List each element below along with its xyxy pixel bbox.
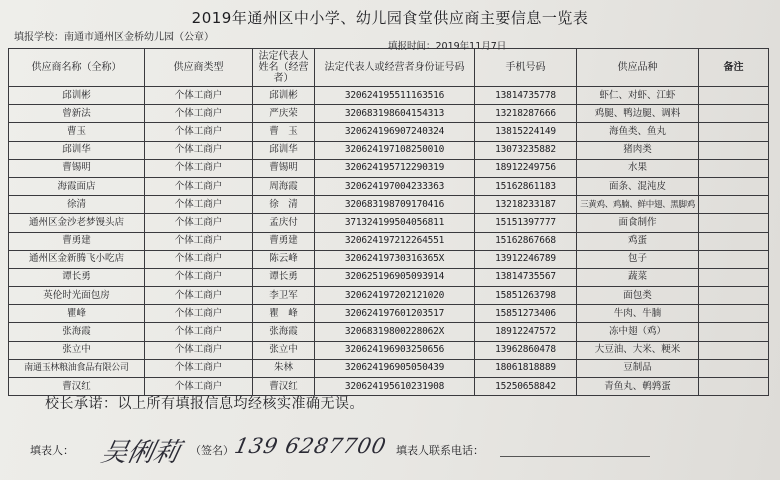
table-row bbox=[9, 323, 769, 341]
cell-supplier-name: 曹玉 bbox=[9, 123, 145, 141]
cell-supplier-name: 曹锡明 bbox=[9, 159, 145, 177]
cell-supplier-type: 个体工商户 bbox=[145, 287, 253, 305]
table-row bbox=[9, 214, 769, 232]
cell-legal-rep: 陈云峰 bbox=[253, 250, 315, 268]
cell-supplier-name: 邱训彬 bbox=[9, 87, 145, 105]
cell-supplier-name: 海霞面店 bbox=[9, 177, 145, 195]
cell-id-number: 320624197004233363 bbox=[315, 177, 475, 195]
cell-supply-items: 大豆油、大米、粳米 bbox=[577, 341, 699, 359]
cell-supplier-name: 曹勇建 bbox=[9, 232, 145, 250]
cell-supplier-name: 邱训华 bbox=[9, 141, 145, 159]
table-row bbox=[9, 87, 769, 105]
cell-id-number: 320625196905093914 bbox=[315, 268, 475, 286]
cell-supplier-type: 个体工商户 bbox=[145, 141, 253, 159]
header-legal-rep-text: 法定代表人姓名（经营者） bbox=[258, 51, 309, 84]
table-row bbox=[9, 141, 769, 159]
cell-remarks bbox=[699, 268, 769, 286]
cell-legal-rep: 孟庆付 bbox=[253, 214, 315, 232]
cell-remarks bbox=[699, 177, 769, 195]
cell-remarks bbox=[699, 378, 769, 396]
cell-id-number: 320683198709170416 bbox=[315, 196, 475, 214]
filler-footer bbox=[30, 430, 750, 470]
table-row bbox=[9, 359, 769, 377]
cell-id-number: 320624197601203517 bbox=[315, 305, 475, 323]
cell-phone: 15162867668 bbox=[475, 232, 577, 250]
table-row bbox=[9, 232, 769, 250]
cell-remarks bbox=[699, 359, 769, 377]
cell-legal-rep: 严庆荣 bbox=[253, 105, 315, 123]
cell-supply-items: 冻中翅（鸡） bbox=[577, 323, 699, 341]
cell-legal-rep: 张立中 bbox=[253, 341, 315, 359]
cell-id-number: 371324199504056811 bbox=[315, 214, 475, 232]
cell-id-number: 320624195610231908 bbox=[315, 378, 475, 396]
cell-supply-items: 海鱼类、鱼丸 bbox=[577, 123, 699, 141]
cell-supplier-name: 张海霞 bbox=[9, 323, 145, 341]
cell-id-number: 320624196905050439 bbox=[315, 359, 475, 377]
cell-phone: 15162861183 bbox=[475, 177, 577, 195]
cell-id-number: 32062419730316365X bbox=[315, 250, 475, 268]
cell-supplier-name: 曹汉红 bbox=[9, 378, 145, 396]
sign-label: （签名） bbox=[190, 444, 234, 457]
cell-remarks bbox=[699, 105, 769, 123]
cell-phone: 18061818889 bbox=[475, 359, 577, 377]
cell-supply-items: 蔬菜 bbox=[577, 268, 699, 286]
cell-supplier-type: 个体工商户 bbox=[145, 159, 253, 177]
cell-id-number: 320624197108250010 bbox=[315, 141, 475, 159]
date-label: 填报时间：2019年11月7日 bbox=[388, 41, 507, 52]
cell-legal-rep: 曹锡明 bbox=[253, 159, 315, 177]
table-row bbox=[9, 123, 769, 141]
table-row bbox=[9, 250, 769, 268]
cell-supply-items: 猪肉类 bbox=[577, 141, 699, 159]
cell-legal-rep: 周海霞 bbox=[253, 177, 315, 195]
cell-phone: 13912246789 bbox=[475, 250, 577, 268]
table-row bbox=[9, 341, 769, 359]
cell-supply-items: 三黄鸡、鸡腩、鲜中翅、黑脚鸡 bbox=[577, 196, 699, 214]
cell-supply-items: 豆制品 bbox=[577, 359, 699, 377]
header-phone: 手机号码 bbox=[475, 49, 577, 87]
cell-remarks bbox=[699, 305, 769, 323]
cell-supplier-name: 瞿峰 bbox=[9, 305, 145, 323]
table-row bbox=[9, 196, 769, 214]
cell-legal-rep: 曹汉红 bbox=[253, 378, 315, 396]
cell-remarks bbox=[699, 87, 769, 105]
supplier-table bbox=[8, 48, 769, 396]
table-row bbox=[9, 305, 769, 323]
cell-supply-items: 鸡腿、鸭边腿、调料 bbox=[577, 105, 699, 123]
cell-phone: 15851263798 bbox=[475, 287, 577, 305]
cell-remarks bbox=[699, 196, 769, 214]
cell-remarks bbox=[699, 141, 769, 159]
cell-remarks bbox=[699, 250, 769, 268]
cell-phone: 13218233187 bbox=[475, 196, 577, 214]
cell-remarks bbox=[699, 323, 769, 341]
cell-remarks bbox=[699, 341, 769, 359]
cell-id-number: 320624197212264551 bbox=[315, 232, 475, 250]
table-row bbox=[9, 159, 769, 177]
cell-legal-rep: 李卫军 bbox=[253, 287, 315, 305]
cell-supply-items: 青鱼丸、鹌鹑蛋 bbox=[577, 378, 699, 396]
cell-legal-rep: 朱林 bbox=[253, 359, 315, 377]
cell-supplier-type: 个体工商户 bbox=[145, 123, 253, 141]
table-row bbox=[9, 177, 769, 195]
cell-legal-rep: 徐 清 bbox=[253, 196, 315, 214]
cell-supplier-type: 个体工商户 bbox=[145, 323, 253, 341]
cell-supplier-name: 通州区金新腾飞小吃店 bbox=[9, 250, 145, 268]
cell-supplier-type: 个体工商户 bbox=[145, 359, 253, 377]
cell-supply-items: 面包类 bbox=[577, 287, 699, 305]
cell-remarks bbox=[699, 159, 769, 177]
cell-legal-rep: 邱训华 bbox=[253, 141, 315, 159]
cell-remarks bbox=[699, 287, 769, 305]
cell-id-number: 320624196907240324 bbox=[315, 123, 475, 141]
cell-legal-rep: 曹勇建 bbox=[253, 232, 315, 250]
cell-phone: 13815224149 bbox=[475, 123, 577, 141]
cell-id-number: 320624196903250656 bbox=[315, 341, 475, 359]
header-remarks: 备注 bbox=[699, 49, 769, 87]
cell-supply-items: 虾仁、对虾、江虾 bbox=[577, 87, 699, 105]
cell-phone: 18912249756 bbox=[475, 159, 577, 177]
document-title: 2019年通州区中小学、幼儿园食堂供应商主要信息一览表 bbox=[191, 9, 589, 27]
contact-phone-line bbox=[500, 456, 650, 457]
cell-supply-items: 面条、混沌皮 bbox=[577, 177, 699, 195]
header-supplier-type: 供应商类型 bbox=[145, 49, 253, 87]
header-id-number bbox=[315, 49, 475, 87]
cell-id-number: 320624195511163516 bbox=[315, 87, 475, 105]
cell-id-number: 320683198604154313 bbox=[315, 105, 475, 123]
school-label: 填报学校：南通市通州区金桥幼儿园（公章） bbox=[14, 32, 214, 43]
cell-phone: 13962860478 bbox=[475, 341, 577, 359]
cell-phone: 15250658842 bbox=[475, 378, 577, 396]
table-row bbox=[9, 105, 769, 123]
cell-supply-items: 鸡蛋 bbox=[577, 232, 699, 250]
cell-supplier-type: 个体工商户 bbox=[145, 305, 253, 323]
cell-supplier-type: 个体工商户 bbox=[145, 232, 253, 250]
table-row bbox=[9, 268, 769, 286]
cell-supplier-type: 个体工商户 bbox=[145, 268, 253, 286]
cell-supplier-type: 个体工商户 bbox=[145, 196, 253, 214]
cell-supply-items: 包子 bbox=[577, 250, 699, 268]
contact-phone-label: 填表人联系电话： bbox=[396, 444, 484, 457]
cell-legal-rep: 张海霞 bbox=[253, 323, 315, 341]
cell-remarks bbox=[699, 123, 769, 141]
filler-signature: 吴俐莉 bbox=[98, 438, 183, 468]
header-supply-items: 供应品种 bbox=[577, 49, 699, 87]
cell-legal-rep: 曹 玉 bbox=[253, 123, 315, 141]
cell-supplier-name: 英伦时光面包房 bbox=[9, 287, 145, 305]
cell-supplier-type: 个体工商户 bbox=[145, 341, 253, 359]
cell-legal-rep: 谭长勇 bbox=[253, 268, 315, 286]
cell-phone: 13218287666 bbox=[475, 105, 577, 123]
header-id-number-text: 法定代表人或经营者身份证号码 bbox=[324, 62, 465, 73]
cell-remarks bbox=[699, 214, 769, 232]
cell-supplier-type: 个体工商户 bbox=[145, 250, 253, 268]
cell-remarks bbox=[699, 232, 769, 250]
cell-legal-rep: 瞿 峰 bbox=[253, 305, 315, 323]
cell-phone: 13814735567 bbox=[475, 268, 577, 286]
filler-label: 填表人： bbox=[30, 444, 74, 457]
cell-supply-items: 牛肉、牛腩 bbox=[577, 305, 699, 323]
header-supplier-name: 供应商名称（全称） bbox=[9, 49, 145, 87]
cell-supplier-name: 徐清 bbox=[9, 196, 145, 214]
cell-supplier-type: 个体工商户 bbox=[145, 177, 253, 195]
cell-supplier-type: 个体工商户 bbox=[145, 378, 253, 396]
cell-supplier-type: 个体工商户 bbox=[145, 214, 253, 232]
principal-pledge: 校长承诺：以上所有填报信息均经核实准确无误。 bbox=[45, 396, 364, 412]
cell-supplier-type: 个体工商户 bbox=[145, 87, 253, 105]
cell-supplier-name: 谭长勇 bbox=[9, 268, 145, 286]
cell-id-number: 320624195712290319 bbox=[315, 159, 475, 177]
cell-phone: 15151397777 bbox=[475, 214, 577, 232]
cell-supplier-type: 个体工商户 bbox=[145, 105, 253, 123]
cell-id-number: 320624197202121020 bbox=[315, 287, 475, 305]
table-row bbox=[9, 287, 769, 305]
cell-supplier-name: 曾新法 bbox=[9, 105, 145, 123]
cell-id-number: 32068319800228062X bbox=[315, 323, 475, 341]
table-header-row bbox=[9, 49, 769, 87]
cell-supply-items: 面食制作 bbox=[577, 214, 699, 232]
cell-phone: 18912247572 bbox=[475, 323, 577, 341]
header-legal-rep bbox=[253, 49, 315, 87]
cell-phone: 13814735778 bbox=[475, 87, 577, 105]
cell-phone: 13073235882 bbox=[475, 141, 577, 159]
cell-supplier-name: 张立中 bbox=[9, 341, 145, 359]
cell-supplier-name: 南通玉林粮油食品有限公司 bbox=[9, 359, 145, 377]
handwritten-phone: 139 6287700 bbox=[232, 434, 389, 458]
cell-phone: 15851273406 bbox=[475, 305, 577, 323]
cell-supplier-name: 通州区金沙老梦馒头店 bbox=[9, 214, 145, 232]
cell-supply-items: 水果 bbox=[577, 159, 699, 177]
cell-legal-rep: 邱训彬 bbox=[253, 87, 315, 105]
